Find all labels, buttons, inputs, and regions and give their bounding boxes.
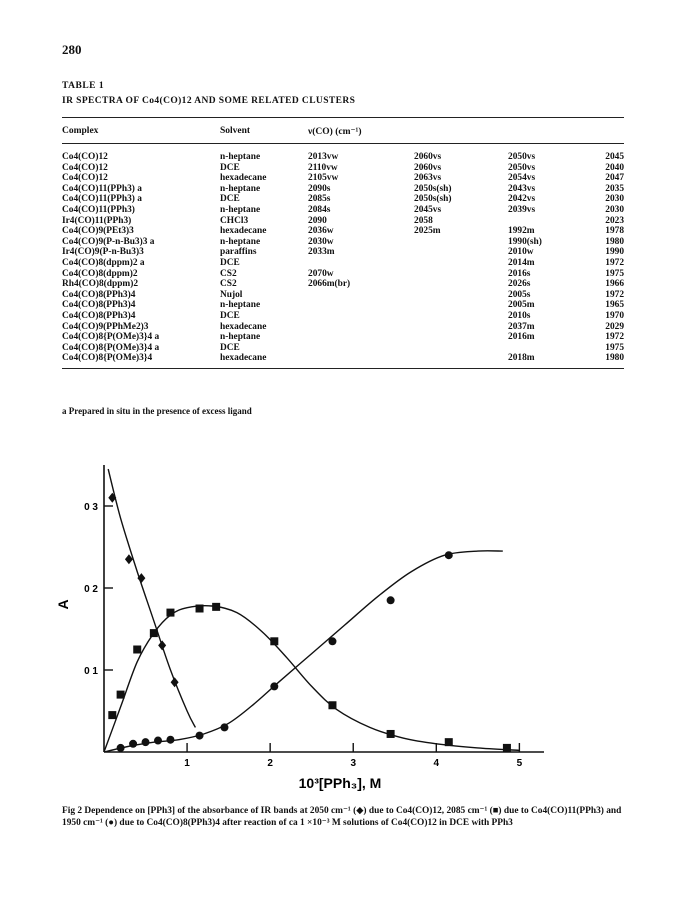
table-cell: 2050s(sh): [414, 194, 452, 205]
x-axis-label: 10³[PPh₃], M: [298, 775, 382, 791]
x-tick-label: 2: [267, 758, 273, 769]
circle-point: [117, 744, 125, 752]
square-point: [328, 701, 336, 709]
table-cell: DCE: [220, 162, 240, 173]
table-cell: Co4(CO)8{P(OMe)3}4 a: [62, 342, 160, 353]
table-cell: 2030: [605, 204, 624, 215]
table-cell: Nujol: [220, 289, 243, 300]
table-cell: 2063vs: [414, 173, 442, 184]
table-row: [62, 279, 624, 290]
table-cell: 2035: [605, 183, 624, 194]
table-header-rule: [62, 143, 624, 144]
table-cell: 2010s: [508, 310, 531, 321]
square-series-curve: [104, 606, 519, 752]
table-cell: 1992m: [508, 226, 535, 237]
table-cell: hexadecane: [220, 173, 267, 184]
table-cell: 2090: [308, 215, 327, 226]
table-cell: 2105vw: [308, 173, 339, 184]
table-cell: 1980: [605, 236, 624, 247]
table-cell: hexadecane: [220, 321, 267, 332]
table-cell: 2050vs: [508, 152, 536, 162]
table-cell: 2030: [605, 194, 624, 205]
table-cell: 2090s: [308, 183, 331, 194]
y-tick-label: 0 1: [84, 666, 98, 677]
table-cell: 2045vs: [414, 204, 442, 215]
table-cell: Co4(CO)11(PPh3) a: [62, 194, 142, 205]
table-row: [62, 332, 624, 343]
table-row: [62, 269, 624, 280]
table-cell: Co4(CO)12: [62, 173, 108, 184]
square-point: [503, 744, 511, 752]
table-label: TABLE 1: [62, 81, 105, 91]
table-row: [62, 237, 624, 248]
table-cell: Co4(CO)9(PEt3)3: [62, 226, 134, 237]
table-row: [62, 173, 624, 184]
table-cell: 2036w: [308, 226, 334, 237]
square-point: [196, 605, 204, 613]
table-cell: Co4(CO)9(P-n-Bu3)3 a: [62, 236, 155, 247]
table-cell: Co4(CO)8{P(OMe)3}4: [62, 353, 153, 364]
table-cell: 2085s: [308, 194, 331, 205]
table-cell: 2023: [605, 215, 624, 226]
table-cell: CHCl3: [220, 215, 249, 226]
y-tick-label: 0 3: [84, 502, 98, 513]
table-row: [62, 300, 624, 311]
table-cell: Co4(CO)11(PPh3): [62, 204, 135, 215]
table-cell: hexadecane: [220, 226, 267, 237]
table-row: [62, 353, 624, 364]
table-cell: CS2: [220, 279, 237, 290]
table-bottom-rule: [62, 368, 624, 369]
x-tick-label: 3: [350, 758, 357, 769]
table-cell: hexadecane: [220, 353, 267, 364]
table-cell: Co4(CO)8(PPh3)4: [62, 289, 136, 300]
y-axis-label: A: [55, 599, 71, 610]
x-tick-label: 1: [184, 758, 190, 769]
circle-point: [270, 682, 278, 690]
table-cell: 2029: [605, 321, 624, 332]
table-cell: 2084s: [308, 204, 331, 215]
table-cell: DCE: [220, 194, 240, 205]
table-cell: 2016m: [508, 332, 535, 343]
table-row: [62, 343, 624, 354]
table-cell: DCE: [220, 342, 240, 353]
table-row: [62, 311, 624, 322]
table-cell: 1972: [605, 332, 624, 343]
table-cell: 2042vs: [508, 194, 536, 205]
circle-point: [142, 738, 150, 746]
table-cell: 2045: [605, 152, 624, 162]
circle-point: [328, 637, 336, 645]
circle-point: [387, 596, 395, 604]
circle-point: [129, 740, 137, 748]
table-cell: Ir4(CO)9(P-n-Bu3)3: [62, 247, 144, 258]
table-cell: n-heptane: [220, 332, 261, 343]
table-header-complex: Complex: [62, 126, 99, 136]
table-cell: 2033m: [308, 247, 335, 258]
table-cell: 2060vs: [414, 152, 442, 162]
table-cell: 2060vs: [414, 162, 442, 173]
table-cell: 1978: [605, 226, 624, 237]
table-cell: 2013vw: [308, 152, 339, 162]
table-cell: 2039vs: [508, 204, 536, 215]
table-body: [62, 152, 624, 364]
table-cell: 2070w: [308, 268, 334, 279]
table-cell: 2050vs: [508, 162, 536, 173]
table-cell: Co4(CO)12: [62, 152, 108, 162]
circle-point: [196, 732, 204, 740]
table-cell: 2040: [605, 162, 624, 173]
table-row: [62, 163, 624, 174]
table-cell: 2050s(sh): [414, 183, 452, 194]
table-cell: 1990(sh): [508, 236, 542, 247]
y-tick-label: 0 2: [84, 584, 98, 595]
table-row: [62, 194, 624, 205]
table-cell: n-heptane: [220, 300, 261, 311]
table-cell: n-heptane: [220, 204, 261, 215]
table-cell: 1990: [605, 247, 624, 258]
x-tick-label: 4: [433, 758, 440, 769]
table-cell: 2016s: [508, 268, 531, 279]
table-cell: Co4(CO)8(PPh3)4: [62, 300, 136, 311]
square-point: [108, 711, 116, 719]
table-cell: Co4(CO)12: [62, 162, 108, 173]
table-cell: DCE: [220, 310, 240, 321]
square-point: [387, 730, 395, 738]
table-cell: 2018m: [508, 353, 535, 364]
table-cell: 1966: [605, 279, 624, 290]
diamond-series-curve: [108, 469, 195, 727]
table-top-rule: [62, 117, 624, 118]
table-title: IR SPECTRA OF Co4(CO)12 AND SOME RELATED CLUSTERS: [62, 96, 356, 106]
diamond-point: [158, 640, 166, 650]
circle-point: [445, 551, 453, 559]
table-cell: CS2: [220, 268, 237, 279]
table-cell: 2005m: [508, 300, 535, 311]
table-row: [62, 184, 624, 195]
square-point: [445, 738, 453, 746]
table-cell: Co4(CO)8(dppm)2 a: [62, 257, 145, 268]
table-cell: 2005s: [508, 289, 531, 300]
table-cell: Co4(CO)9(PPhMe2)3: [62, 321, 149, 332]
square-point: [133, 646, 141, 654]
table-cell: 2014m: [508, 257, 535, 268]
table-footnote: a Prepared in situ in the presence of excess ligand: [62, 406, 252, 416]
diamond-point: [171, 677, 179, 687]
figure-caption: Fig 2 Dependence on [PPh3] of the absorbance of IR bands at 2050 cm⁻¹ (◆) due to Co4(CO)12, 2085 cm⁻¹ (■) due to Co4(CO)11(PPh3) and 1950 cm⁻¹ (●) due to Co4(CO)8(PPh3)4 after reaction of ca 1 ×10⁻³ M solutions of Co4(CO)12 in DCE with PPh3: [62, 806, 622, 828]
table-cell: 1965: [605, 300, 624, 311]
table-cell: 1972: [605, 289, 624, 300]
square-point: [117, 691, 125, 699]
table-cell: 1980: [605, 353, 624, 364]
circle-point: [166, 736, 174, 744]
table-row: [62, 152, 624, 163]
table-header-solvent: Solvent: [220, 126, 251, 136]
absorbance-chart: [0, 430, 677, 806]
table-cell: Co4(CO)11(PPh3) a: [62, 183, 142, 194]
table-cell: 2026s: [508, 279, 531, 290]
table-cell: n-heptane: [220, 183, 261, 194]
table-row: [62, 258, 624, 269]
table-cell: n-heptane: [220, 236, 261, 247]
table-row: [62, 216, 624, 227]
table-cell: Co4(CO)8(dppm)2: [62, 268, 138, 279]
table-row: [62, 226, 624, 237]
table-header-frequency: ν(CO) (cm⁻¹): [308, 127, 362, 137]
square-point: [150, 629, 158, 637]
page-number: 280: [62, 42, 82, 57]
table-cell: paraffins: [220, 247, 257, 258]
table-cell: 2037m: [508, 321, 535, 332]
square-point: [166, 609, 174, 617]
table-cell: 1975: [605, 268, 624, 279]
table-cell: 1975: [605, 342, 624, 353]
circle-point: [154, 737, 162, 745]
table-cell: 2047: [605, 173, 624, 184]
table-row: [62, 322, 624, 333]
square-point: [212, 603, 220, 611]
circle-point: [220, 723, 228, 731]
table-cell: 2058: [414, 215, 433, 226]
table-cell: 2010w: [508, 247, 534, 258]
table-row: [62, 205, 624, 216]
table-cell: 2025m: [414, 226, 441, 237]
table-cell: n-heptane: [220, 152, 261, 162]
table-row: [62, 247, 624, 258]
table-cell: 2054vs: [508, 173, 536, 184]
table-cell: Co4(CO)8(PPh3)4: [62, 310, 136, 321]
table-cell: 2110vw: [308, 162, 338, 173]
table-cell: 1970: [605, 310, 624, 321]
table-cell: Rh4(CO)8(dppm)2: [62, 279, 139, 290]
table-cell: 2066m(br): [308, 279, 351, 290]
table-row: [62, 290, 624, 301]
table-cell: 2043vs: [508, 183, 536, 194]
table-cell: Co4(CO)8{P(OMe)3}4 a: [62, 332, 160, 343]
x-tick-label: 5: [516, 758, 523, 769]
diamond-point: [108, 493, 116, 503]
table-cell: 2030w: [308, 236, 334, 247]
table-cell: 1972: [605, 257, 624, 268]
square-point: [270, 637, 278, 645]
table-cell: DCE: [220, 257, 240, 268]
table-cell: Ir4(CO)11(PPh3): [62, 215, 132, 226]
